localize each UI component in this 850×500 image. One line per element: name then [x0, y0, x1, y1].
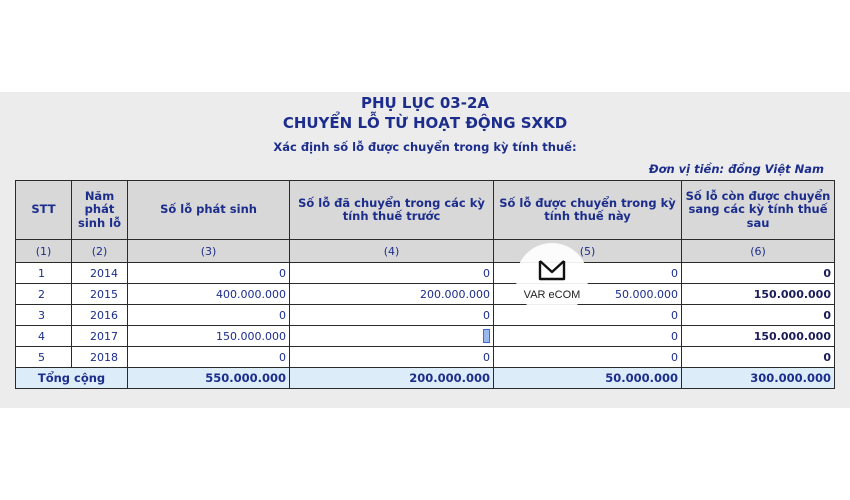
column-header-arising: Số lỗ phát sinh [128, 181, 290, 240]
cell-stt: 1 [16, 263, 72, 284]
column-header-remaining: Số lỗ còn được chuyển sang các kỳ tính thuế sau [682, 181, 835, 240]
column-index: (6) [682, 240, 835, 263]
table-row [16, 263, 835, 284]
input-carried-current[interactable]: 50.000.000 [494, 284, 682, 305]
input-carried-prior[interactable]: 0 [290, 263, 494, 284]
cell-year: 2017 [72, 326, 128, 347]
total-remaining: 300.000.000 [682, 368, 835, 389]
cell-year: 2015 [72, 284, 128, 305]
table-row [16, 347, 835, 368]
watermark-badge [516, 243, 588, 315]
loss-carryforward-table [15, 180, 835, 389]
table-row [16, 284, 835, 305]
cell-remaining: 0 [682, 263, 835, 284]
mail-icon [536, 255, 568, 285]
column-index: (1) [16, 240, 72, 263]
total-label: Tổng cộng [16, 368, 128, 389]
currency-unit: Đơn vị tiền: đồng Việt Nam [648, 162, 824, 176]
input-carried-prior[interactable]: 0 [290, 305, 494, 326]
cell-stt: 5 [16, 347, 72, 368]
form-description: Xác định số lỗ được chuyển trong kỳ tính thuế: [273, 140, 577, 154]
column-header-year: Năm phát sinh lỗ [72, 181, 128, 240]
input-carried-current[interactable]: 0 [494, 347, 682, 368]
cell-stt: 4 [16, 326, 72, 347]
input-carried-prior[interactable]: 200.000.000 [290, 284, 494, 305]
column-header-carried-current: Số lỗ được chuyển trong kỳ tính thuế này [494, 181, 682, 240]
cell-remaining: 0 [682, 305, 835, 326]
table-row [16, 305, 835, 326]
input-arising[interactable]: 0 [128, 305, 290, 326]
column-index: (5) [494, 240, 682, 263]
column-header-stt: STT [16, 181, 72, 240]
watermark-text: VAR eCOM [523, 289, 581, 301]
total-row [16, 368, 835, 389]
cell-year: 2014 [72, 263, 128, 284]
cell-remaining: 0 [682, 347, 835, 368]
input-arising[interactable]: 400.000.000 [128, 284, 290, 305]
column-index: (2) [72, 240, 128, 263]
table-index-row [16, 240, 835, 263]
cell-stt: 3 [16, 305, 72, 326]
input-carried-current[interactable]: 0 [494, 305, 682, 326]
total-carried-current: 50.000.000 [494, 368, 682, 389]
input-carried-current[interactable]: 0 [494, 326, 682, 347]
input-carried-prior[interactable]: 0 [290, 347, 494, 368]
cell-remaining: 150.000.000 [682, 284, 835, 305]
input-carried-prior-focused[interactable] [290, 326, 494, 347]
input-arising[interactable]: 0 [128, 347, 290, 368]
input-carried-current[interactable]: 0 [494, 263, 682, 284]
cell-stt: 2 [16, 284, 72, 305]
input-arising[interactable]: 150.000.000 [128, 326, 290, 347]
total-arising: 550.000.000 [128, 368, 290, 389]
table-row [16, 326, 835, 347]
table-header-row [16, 181, 835, 240]
form-title: PHỤ LỤC 03-2A [360, 94, 490, 112]
cell-year: 2016 [72, 305, 128, 326]
cell-remaining: 150.000.000 [682, 326, 835, 347]
column-index: (4) [290, 240, 494, 263]
form-subtitle-title: CHUYỂN LỖ TỪ HOẠT ĐỘNG SXKD [282, 114, 568, 132]
input-arising[interactable]: 0 [128, 263, 290, 284]
column-index: (3) [128, 240, 290, 263]
text-cursor-icon [483, 329, 490, 343]
total-carried-prior: 200.000.000 [290, 368, 494, 389]
column-header-carried-prior: Số lỗ đã chuyển trong các kỳ tính thuế trước [290, 181, 494, 240]
cell-year: 2018 [72, 347, 128, 368]
